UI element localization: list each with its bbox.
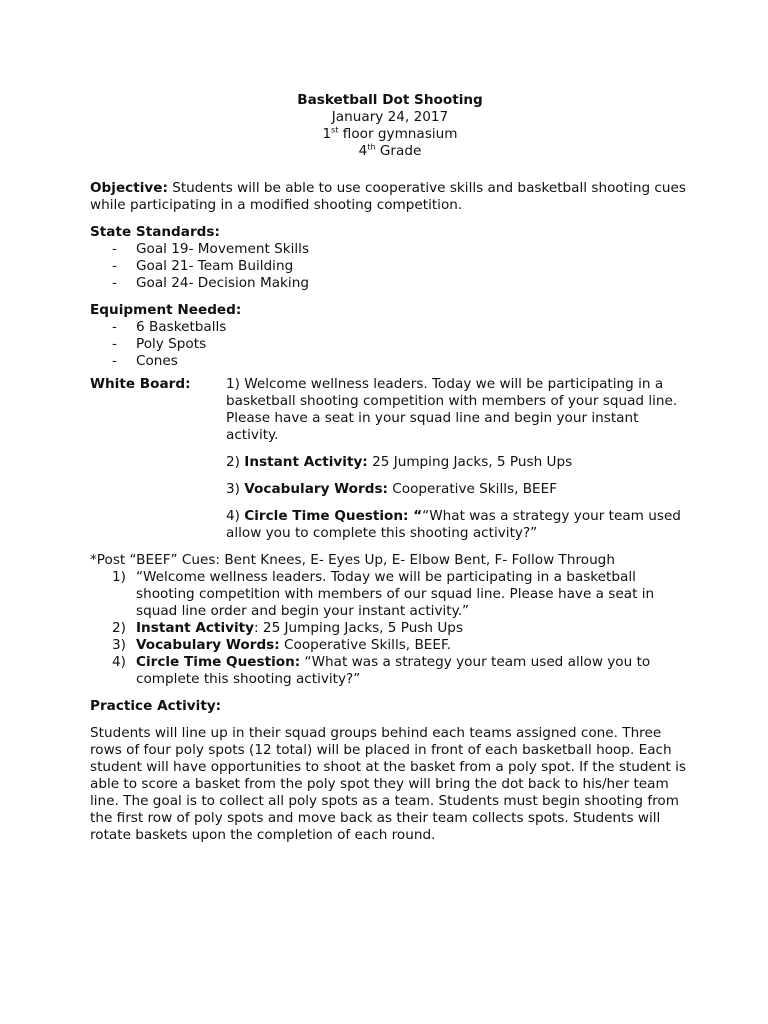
lesson-grade: 4th Grade (358, 142, 422, 159)
whiteboard-item: 4) Circle Time Question: ““What was a strategy your team used allow you to complete this shooting activity?” (226, 508, 681, 541)
lesson-location: 1st floor gymnasium (322, 125, 458, 142)
list-item: - 6 Basketballs (112, 319, 227, 335)
whiteboard-item: 3) Vocabulary Words: Cooperative Skills, BEEF (226, 481, 558, 497)
beef-cues: *Post “BEEF” Cues: Bent Knees, E- Eyes Up, E- Elbow Bent, F- Follow Through (90, 552, 615, 568)
practice-heading: Practice Activity: (90, 698, 222, 714)
objective-label: Objective: (90, 180, 168, 196)
lesson-title: Basketball Dot Shooting (297, 92, 483, 108)
list-item: - Goal 19- Movement Skills (112, 241, 310, 257)
list-item: 2) Instant Activity: 25 Jumping Jacks, 5 Push Ups (112, 620, 464, 636)
whiteboard-item: 1) Welcome wellness leaders. Today we will be participating in a basketball shooting competition with members of your squad line. Please have a seat in your squad line and begin your instant activity. (226, 376, 678, 443)
document-page (90, 92, 690, 844)
list-item: 3) Vocabulary Words: Cooperative Skills, BEEF. (112, 637, 451, 653)
list-item: 4) Circle Time Question: “What was a strategy your team used allow you to complete this shooting activity?” (112, 654, 651, 687)
objective-text: Students will be able to use cooperative skills and basketball shooting cues while participating in a modified shooting competition. (90, 180, 686, 213)
list-item: - Goal 24- Decision Making (112, 275, 309, 291)
list-item: - Cones (112, 353, 178, 369)
list-item: - Goal 21- Team Building (112, 258, 294, 274)
whiteboard-section (90, 376, 690, 542)
list-item: - Poly Spots (112, 336, 207, 352)
practice-text: Students will line up in their squad groups behind each teams assigned cone. Three rows of four poly spots (12 total) will be placed in front of each basketball hoop. Each student will have opportunities to shoot at the basket from a poly spot. If the student is able to score a basket from the poly spot they will bring the dot back to his/her team line. The goal is to collect all poly spots as a team. Students must begin shooting from the first row of poly spots and move back as their team collects spots. Students will rotate baskets upon the completion of each round. (90, 725, 687, 843)
script-list (90, 569, 690, 688)
objective-paragraph (90, 180, 690, 214)
standards-list (90, 241, 690, 292)
header-block (90, 92, 690, 160)
whiteboard-item: 2) Instant Activity: 25 Jumping Jacks, 5 Push Ups (226, 454, 573, 470)
whiteboard-label: White Board: (90, 376, 191, 392)
equipment-heading: Equipment Needed: (90, 302, 242, 318)
lesson-date: January 24, 2017 (331, 109, 449, 125)
equipment-list (90, 319, 690, 370)
list-item: 1) “Welcome wellness leaders. Today we will be participating in a basketball shooting competition with members of our squad line. Please have a seat in squad line order and begin your instant activity.” (112, 569, 655, 619)
whiteboard-items (226, 376, 690, 542)
standards-heading: State Standards: (90, 224, 220, 240)
